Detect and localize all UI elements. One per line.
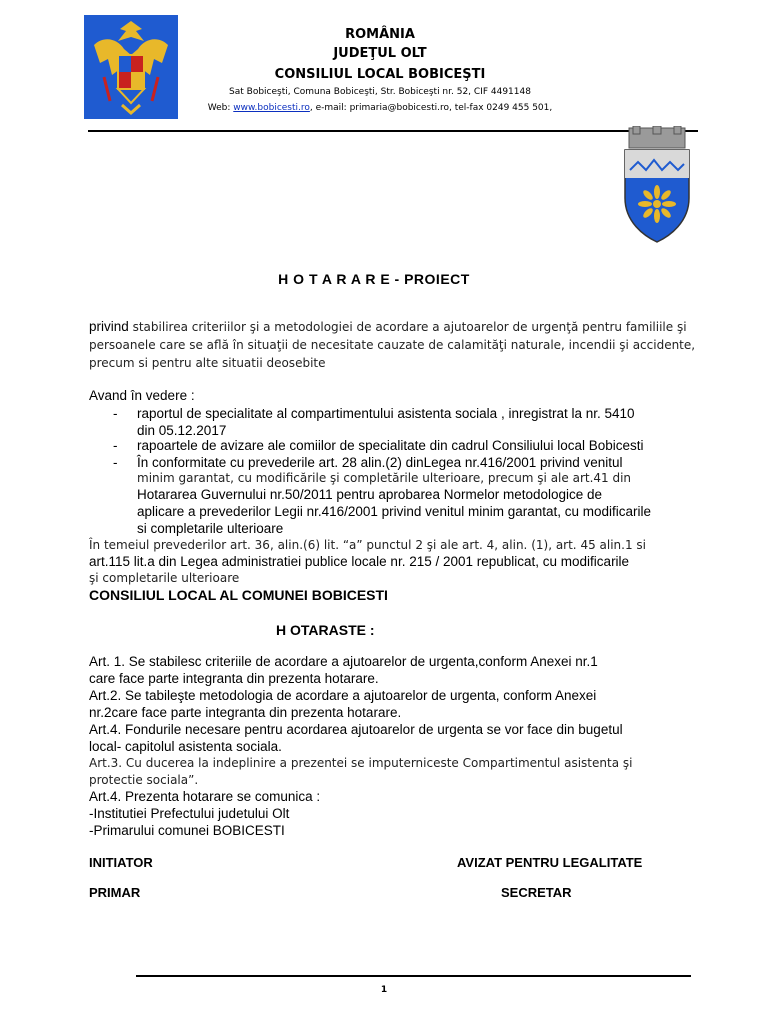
article-line: -Primarului comunei BOBICESTI <box>89 823 285 838</box>
articles-list <box>89 653 739 839</box>
article-line: protectie sociala”. <box>89 773 199 787</box>
header-country: ROMÂNIA <box>345 27 415 42</box>
legal-approval-label: AVIZAT PENTRU LEGALITATE <box>457 855 643 870</box>
article-line: -Institutiei Prefectului judetului Olt <box>89 806 290 821</box>
privind-paragraph <box>89 318 729 372</box>
article-line: Art.4. Prezenta hotarare se comunica : <box>89 789 321 804</box>
article-line: Art. 1. Se stabilesc criteriile de acordare a ajutoarelor de urgenta,conform Anexei nr.1 <box>89 654 598 669</box>
romania-coat-of-arms-icon <box>84 15 178 119</box>
bullet-line: minim garantat, cu modificările şi completările ulterioare, precum şi ale art.41 din <box>137 471 632 485</box>
bullet-line: raportul de specialitate al compartimentului asistenta sociala , inregistrat la nr. 5410 <box>137 406 635 421</box>
header-contact <box>180 103 580 113</box>
bullet-continuation <box>137 471 737 537</box>
bullet-dash: - <box>113 406 118 421</box>
article-line: Art.4. Fondurile necesare pentru acordarea ajutoarelor de urgenta se vor face din bugetul <box>89 722 623 737</box>
list-item <box>113 437 733 454</box>
page-number: 1 <box>380 985 388 995</box>
document-title: H O T A R A R E - PROIECT <box>278 271 470 287</box>
decision-heading: H OTARASTE : <box>276 622 375 638</box>
bullet-line: si completarile ulterioare <box>137 521 284 536</box>
mayor-label: PRIMAR <box>89 885 141 900</box>
bullet-line: În conformitate cu prevederile art. 28 alin.(2) dinLegea nr.416/2001 privind venitul <box>137 455 623 470</box>
article-line: local- capitolul asistenta sociala. <box>89 739 282 754</box>
bullet-dash: - <box>113 455 118 470</box>
bullet-line: aplicare a prevederilor Legii nr.416/2001 privind venitul minim garantat, cu modificarile <box>137 504 652 519</box>
header-county: JUDEŢUL OLT <box>333 46 427 61</box>
commune-coat-of-arms-icon <box>620 126 694 244</box>
header-address: Sat Bobiceşti, Comuna Bobiceşti, Str. Bobiceşti nr. 52, CIF 4491148 <box>229 87 531 97</box>
privind-text: stabilirea criteriilor şi a metodologiei de acordare a ajutoarelor de urgenţă pentru familiile şi persoanele care se află în situaţii de necesitate cauzate de calamităţi naturale, incendii şi accidente, precum si pentru alte situatii deosebite <box>89 320 696 370</box>
header-council: CONSILIUL LOCAL BOBICEŞTI <box>274 67 486 82</box>
considerations-heading: Avand în vedere : <box>89 388 195 403</box>
web-label: Web: <box>207 103 234 113</box>
article-line: care face parte integranta din prezenta hotarare. <box>89 671 379 686</box>
list-item <box>113 454 733 471</box>
initiator-label: INITIATOR <box>89 855 153 870</box>
bullet-line: rapoartele de avizare ale comiilor de specialitate din cadrul Consiliului local Bobicesti <box>137 438 644 453</box>
bullet-line: din 05.12.2017 <box>137 423 227 438</box>
legal-basis-line: În temeiul prevederilor art. 36, alin.(6) lit. “a” punctul 2 şi ale art. 4, alin. (1), art. 45 alin.1 si <box>89 538 646 552</box>
legal-basis-paragraph <box>89 537 729 586</box>
secretary-label: SECRETAR <box>501 885 572 900</box>
article-line: Art.3. Cu ducerea la indeplinire a prezentei se imputerniceste Compartimentul asistenta şi <box>89 756 633 770</box>
contact-details: , e-mail: primaria@bobicesti.ro, tel-fax 0249 455 501, <box>309 103 553 113</box>
article-line: Art.2. Se tabileşte metodologia de acordare a ajutoarelor de urgenta, conform Anexei <box>89 688 597 703</box>
header-divider <box>88 130 698 132</box>
council-heading: CONSILIUL LOCAL AL COMUNEI BOBICESTI <box>89 587 388 603</box>
website-link[interactable]: www.bobicesti.ro <box>233 103 310 113</box>
footer-divider <box>136 975 691 977</box>
legal-basis-line: şi completarile ulterioare <box>89 571 240 585</box>
bullet-line: Hotararea Guvernului nr.50/2011 pentru aprobarea Normelor metodologice de <box>137 487 603 502</box>
legal-basis-line: art.115 lit.a din Legea administratiei publice locale nr. 215 / 2001 republicat, cu modificarile <box>89 554 630 569</box>
article-line: nr.2care face parte integranta din prezenta hotarare. <box>89 705 402 720</box>
privind-word: privind <box>89 319 129 334</box>
list-item <box>113 405 733 439</box>
bullet-dash: - <box>113 438 118 453</box>
